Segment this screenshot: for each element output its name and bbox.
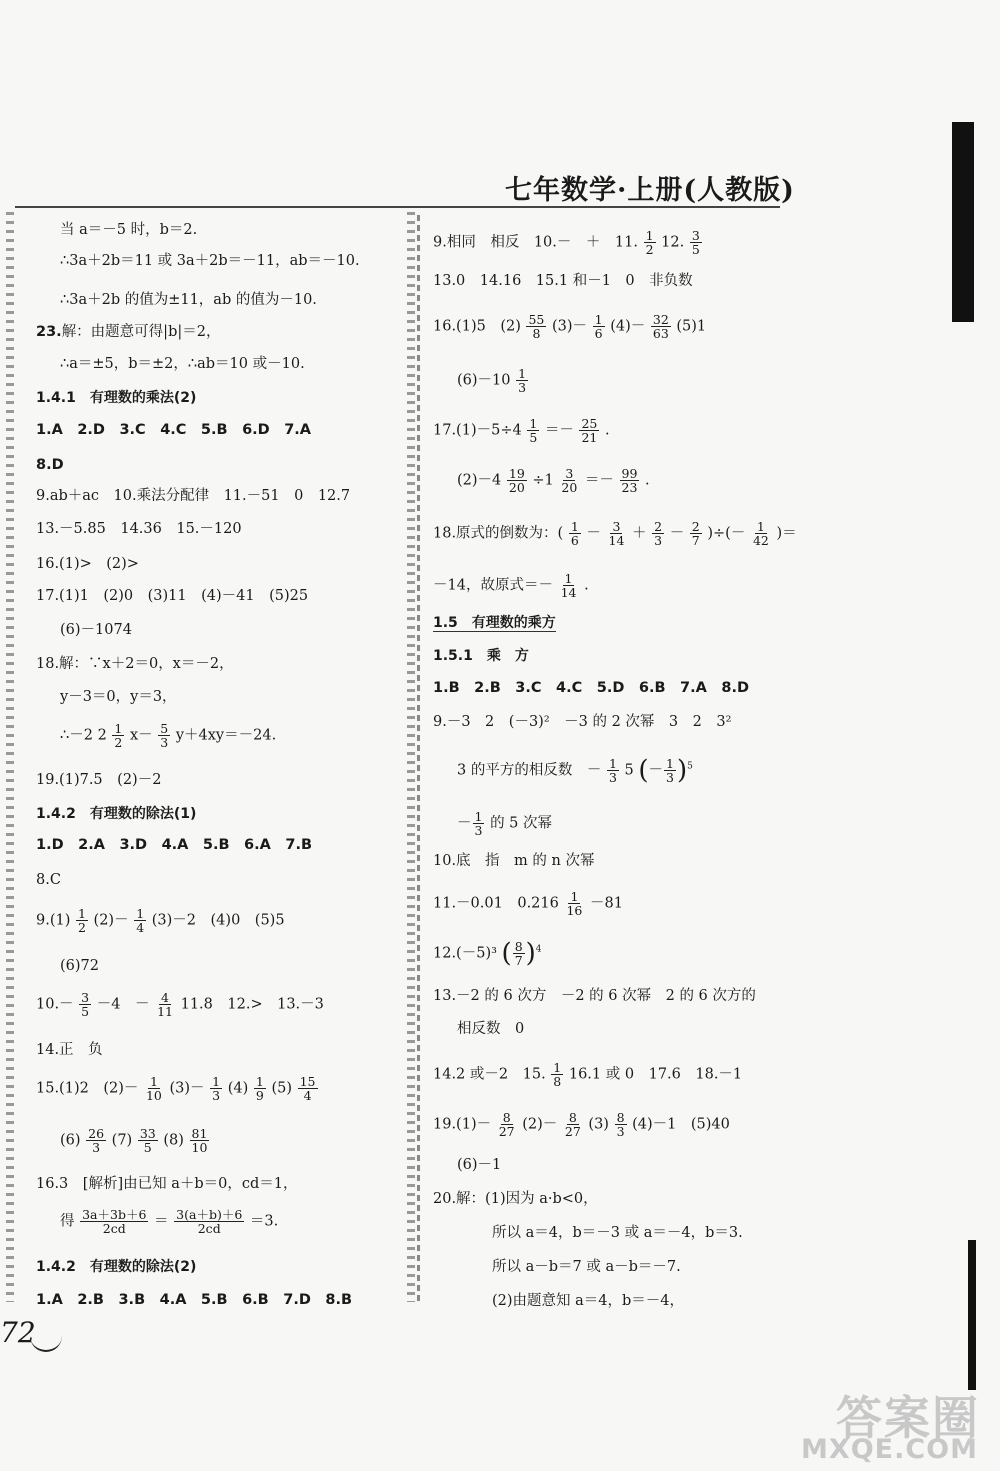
fraction: $\frac{8}{27}$	[498, 1110, 515, 1139]
fraction: $\frac{1}{16}$	[566, 889, 583, 918]
answer-line: (6)72	[60, 958, 99, 974]
text: 14.2 或－2 15.	[433, 1066, 546, 1083]
section-title: 1.5.1 乘 方	[433, 648, 529, 664]
section-title-text: 1.5 有理数的乘方	[433, 615, 556, 631]
text: 5	[624, 762, 634, 779]
answer-line	[433, 229, 703, 256]
fraction: $\frac{3}{5}$	[691, 228, 700, 257]
answer-line: (2)由题意知 a＝4，b＝－4，	[492, 1293, 685, 1309]
column-border-left	[407, 212, 415, 1302]
fraction: $\frac{1}{3}$	[212, 1074, 221, 1103]
text: (5)1	[676, 318, 707, 335]
answer-line	[457, 467, 650, 494]
answer-line: 1.D 2.A 3.D 4.A 5.B 6.A 7.B	[36, 837, 313, 853]
answer-line	[60, 1127, 210, 1154]
text: y＋4xy＝－24.	[175, 727, 277, 744]
text: (4)－	[610, 318, 646, 335]
scan-edge-shadow	[952, 122, 974, 322]
text: (3)	[588, 1116, 609, 1133]
answer-line: 12.(－5)³ ( $\frac{8}{7}$ )$^4$	[433, 938, 542, 969]
fraction: $\frac{55}{8}$	[528, 312, 545, 341]
answer-line: 3 的平方的相反数 － $\frac{1}{3}$ 5 (－ $\frac{1}{3}$ )$^5$	[457, 755, 693, 786]
fraction: $\frac{1}{6}$	[570, 519, 579, 548]
text: (7)	[111, 1132, 133, 1149]
answer-line: 当 a＝－5 时，b＝2.	[60, 222, 198, 238]
answer-line	[433, 1111, 730, 1138]
text: 得	[60, 1213, 75, 1230]
text: (4)	[227, 1080, 249, 1097]
text: .	[605, 422, 610, 439]
header-rule	[15, 206, 780, 208]
answer-line: 16.(1)> (2)>	[36, 556, 139, 572]
fraction: $\frac{26}{3}$	[88, 1126, 105, 1155]
answer-line	[36, 907, 285, 934]
text: (2)－4	[457, 472, 502, 489]
answer-line: (6)－1	[457, 1157, 502, 1173]
text: 18.原式的倒数为：(	[433, 525, 564, 542]
text: (2)－	[93, 912, 129, 929]
answer-line	[433, 572, 589, 599]
fraction: $\frac{81}{10}$	[191, 1126, 208, 1155]
fraction: $\frac{1}{10}$	[145, 1074, 162, 1103]
page-header-title: 七年数学·上册(人教版)	[505, 175, 795, 206]
answer-line	[60, 1208, 278, 1235]
answer-line: 19.(1)7.5 (2)－2	[36, 772, 162, 788]
fraction: $\frac{32}{63}$	[652, 312, 669, 341]
answer-line: 8.D	[36, 457, 64, 473]
text: ＝3.	[249, 1213, 279, 1230]
fraction: $\frac{5}{3}$	[160, 721, 169, 750]
fraction: $\frac{1}{3}$	[474, 809, 483, 838]
fraction: $\frac{1}{4}$	[136, 906, 145, 935]
answer-line: ∴3a＋2b 的值为±11，ab 的值为－10.	[60, 292, 317, 308]
section-title	[433, 614, 556, 632]
fraction: $\frac{25}{21}$	[581, 416, 598, 445]
fraction: $\frac{1}{3}$	[666, 756, 674, 785]
answer-line: 1.B 2.B 3.C 4.C 5.D 6.B 7.A 8.D	[433, 680, 750, 696]
fraction: $\frac{3}{5}$	[81, 990, 90, 1019]
answer-line: (6)－1074	[60, 622, 132, 638]
text: )＝	[776, 525, 797, 542]
answer-line	[433, 417, 610, 444]
text: ∴－2	[60, 727, 93, 744]
text: )÷(－	[707, 525, 746, 542]
answer-line	[36, 991, 324, 1018]
answer-line: 17.(1)1 (2)0 (3)11 (4)－41 (5)25	[36, 588, 309, 604]
text: 12.	[661, 234, 685, 251]
answer-line: 16.3 [解析]由已知 a＋b＝0，cd＝1，	[36, 1176, 298, 1192]
left-margin-border	[6, 212, 14, 1302]
answer-line: 9.－3 2 (－3)² －3 的 2 次幂 3 2 3²	[433, 714, 732, 730]
section-title: 1.4.2 有理数的除法(2)	[36, 1259, 197, 1275]
text: ＝－	[584, 472, 614, 489]
fraction: $\frac{3(a+b)+6}{2cd}$	[176, 1207, 243, 1236]
answer-line: 1.A 2.B 3.B 4.A 5.B 6.B 7.D 8.B	[36, 1292, 353, 1308]
fraction: $\frac{2}{3}$	[654, 519, 663, 548]
exponent: 5	[687, 761, 693, 772]
answer-line: 相反数 0	[457, 1021, 525, 1037]
answer-line: 13.－2 的 6 次方 －2 的 6 次幂 2 的 6 次方的	[433, 988, 756, 1004]
text: 17.(1)－5÷4	[433, 422, 522, 439]
leaf-ornament-icon	[30, 1336, 62, 1352]
answer-line	[433, 520, 797, 547]
fraction: $\frac{3a+3b+6}{2cd}$	[82, 1207, 147, 1236]
fraction: $\frac{1}{9}$	[255, 1074, 264, 1103]
fraction: $\frac{1}{42}$	[752, 519, 769, 548]
text: (8)	[163, 1132, 184, 1149]
text: (2)－	[522, 1116, 558, 1133]
answer-line: 所以 a－b＝7 或 a－b＝－7.	[492, 1259, 681, 1275]
text: (4)－1 (5)40	[632, 1116, 730, 1133]
section-title: 1.4.1 有理数的乘法(2)	[36, 390, 197, 406]
text: (3)－	[169, 1080, 205, 1097]
fraction: $\frac{1}{6}$	[594, 312, 603, 341]
text: 16.1 或 0 17.6 18.－1	[568, 1066, 743, 1083]
text: 9.相同 相反 10.－ ＋ 11.	[433, 234, 638, 251]
watermark-logo: 答案圈	[836, 1391, 980, 1445]
answer-line: ∴a＝±5，b＝±2，∴ab＝10 或－10.	[60, 356, 305, 372]
fraction: $\frac{33}{5}$	[139, 1126, 156, 1155]
text: 15.(1)2 (2)－	[36, 1080, 139, 1097]
text: 11.－0.01 0.216	[433, 895, 559, 912]
answer-line	[60, 722, 276, 749]
fraction: $\frac{1}{5}$	[529, 416, 538, 445]
fraction: $\frac{1}{2}$	[114, 721, 123, 750]
answer-line: 所以 a＝4，b＝－3 或 a＝－4，b＝3.	[492, 1225, 743, 1241]
text: ÷1	[532, 472, 554, 489]
mixed-number-whole: 2	[97, 727, 107, 744]
fraction: $\frac{3}{20}$	[561, 466, 578, 495]
fraction: $\frac{1}{8}$	[553, 1060, 562, 1089]
text: －	[586, 525, 601, 542]
answer-line: － $\frac{1}{3}$ 的 5 次幂	[457, 809, 553, 838]
text: 11.8 12.> 13.－3	[180, 996, 324, 1013]
text: x－	[129, 727, 153, 744]
text: 10.－	[36, 996, 74, 1013]
answer-line: 13.－5.85 14.36 15.－120	[36, 521, 242, 537]
answer-line	[457, 367, 529, 394]
fraction: $\frac{99}{23}$	[621, 466, 638, 495]
answer-line	[36, 1075, 319, 1102]
answer-line: 14.正 负	[36, 1042, 103, 1058]
fraction: $\frac{19}{20}$	[508, 466, 525, 495]
question-number: 23.	[36, 324, 62, 340]
text: (6)－10	[457, 372, 511, 389]
text: －81	[589, 895, 623, 912]
exponent: 4	[535, 944, 542, 955]
fraction: $\frac{1}{14}$	[560, 571, 577, 600]
answer-line: 18.解：∵x＋2＝0，x＝－2，	[36, 656, 234, 672]
page-number: 72	[0, 1316, 36, 1349]
answer-text: 解：由题意可得|b|＝2，	[61, 324, 221, 340]
text: ＝	[154, 1213, 169, 1230]
text: 的 5 次幂	[490, 815, 553, 832]
fraction: $\frac{3}{14}$	[608, 519, 625, 548]
text: ＋	[632, 525, 647, 542]
text: 12.(－5)³	[433, 945, 497, 962]
text: －	[669, 525, 685, 542]
text: 19.(1)－	[433, 1116, 492, 1133]
fraction: $\frac{1}{2}$	[645, 228, 654, 257]
column-divider	[417, 215, 420, 1305]
answer-line: 9.ab＋ac 10.乘法分配律 11.－51 0 12.7	[36, 488, 351, 504]
text: ＝－	[544, 422, 574, 439]
answer-line	[433, 890, 623, 917]
fraction: $\frac{15}{4}$	[299, 1074, 316, 1103]
answer-line	[433, 1061, 742, 1088]
fraction: $\frac{1}{3}$	[518, 366, 527, 395]
scan-edge-shadow-bottom	[968, 1240, 976, 1390]
answer-line	[36, 323, 220, 341]
text: (3)－	[552, 318, 588, 335]
answer-line: 8.C	[36, 872, 61, 888]
answer-line: 13.0 14.16 15.1 和－1 0 非负数	[433, 273, 693, 289]
answer-line: 20.解：(1)因为 a·b<0，	[433, 1191, 598, 1207]
text: .	[645, 472, 650, 489]
answer-line: y－3＝0，y＝3，	[60, 689, 177, 705]
watermark-url: MXQE.COM	[801, 1434, 978, 1465]
text: (5)	[271, 1080, 292, 1097]
fraction: $\frac{1}{2}$	[77, 906, 86, 935]
answer-line: ∴3a＋2b＝11 或 3a＋2b＝－11，ab＝－10.	[60, 253, 360, 269]
fraction: $\frac{4}{11}$	[157, 990, 173, 1019]
text: －14，故原式＝－	[433, 577, 553, 594]
text: 16.(1)5 (2)	[433, 318, 521, 335]
fraction: $\frac{8}{27}$	[564, 1110, 581, 1139]
text: (3)－2 (4)0 (5)5	[151, 912, 285, 929]
fraction: $\frac{8}{3}$	[616, 1110, 625, 1139]
answer-line: 10.底 指 m 的 n 次幂	[433, 853, 595, 869]
text: 3 的平方的相反数 －	[457, 762, 602, 779]
fraction: $\frac{8}{7}$	[514, 939, 523, 968]
fraction: $\frac{2}{7}$	[691, 519, 700, 548]
answer-line: 1.A 2.D 3.C 4.C 5.B 6.D 7.A	[36, 422, 312, 438]
text: (6)	[60, 1132, 81, 1149]
text: .	[584, 577, 589, 594]
answer-line	[433, 313, 706, 340]
text: 9.(1)	[36, 912, 71, 929]
fraction: $\frac{1}{3}$	[608, 756, 617, 785]
text: －4 －	[96, 996, 150, 1013]
section-title: 1.4.2 有理数的除法(1)	[36, 806, 197, 822]
